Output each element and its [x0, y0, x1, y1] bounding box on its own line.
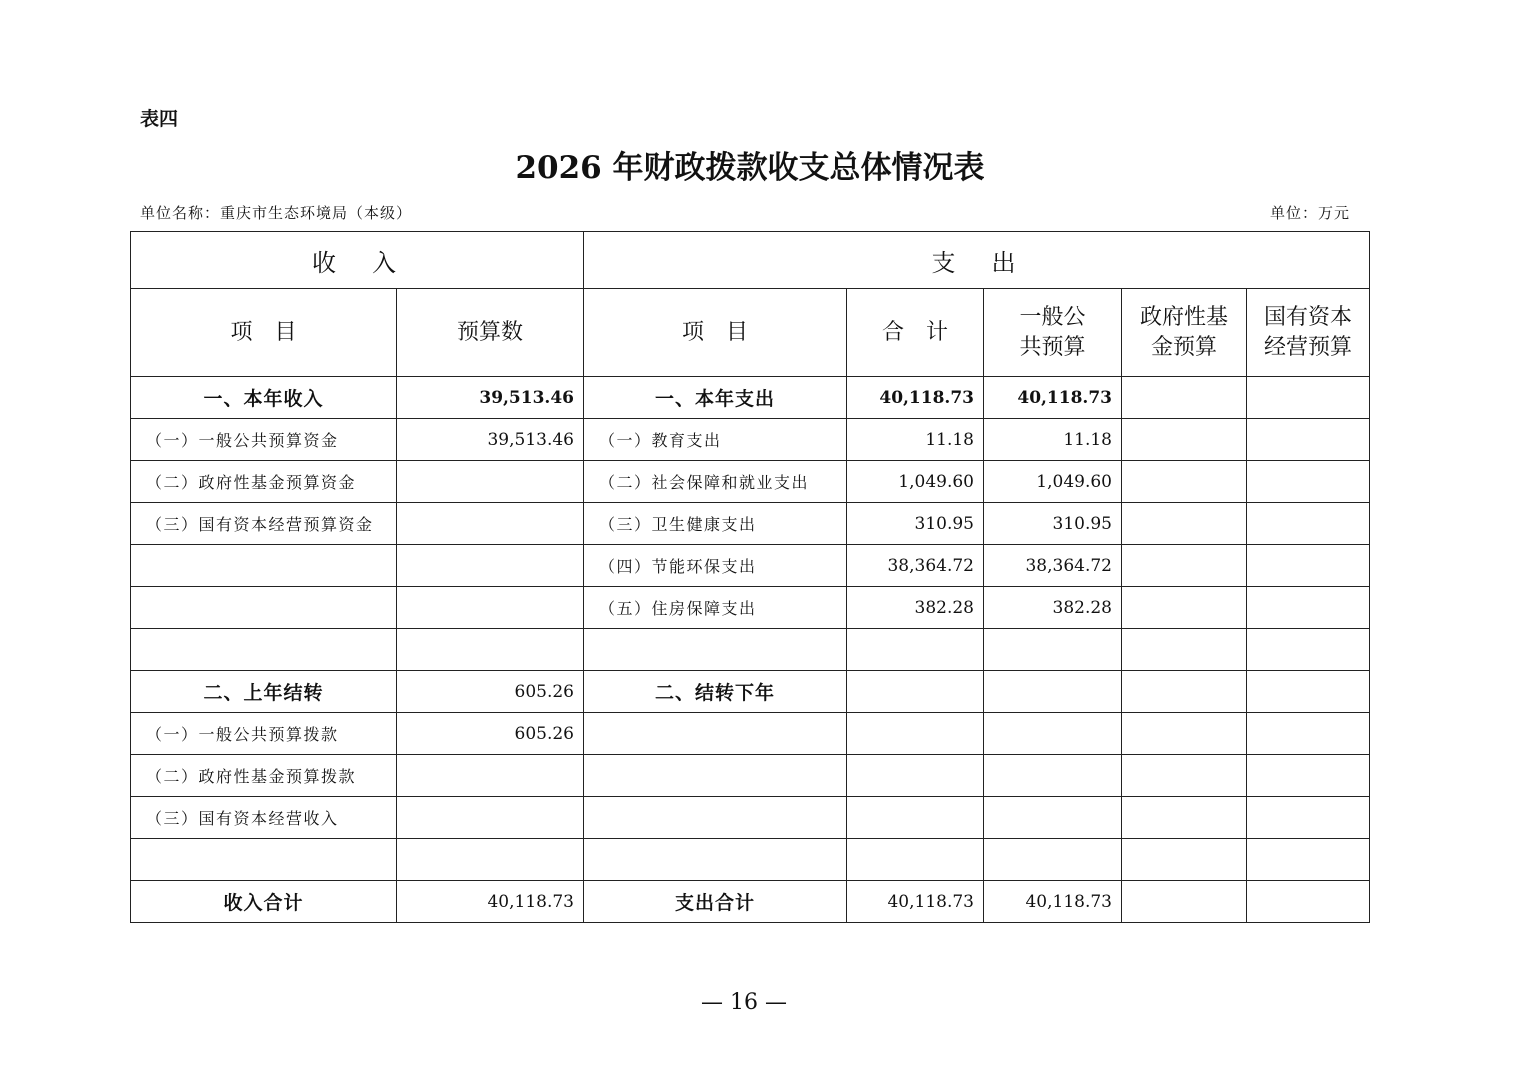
expense-total-cell: 1,049.60 [847, 461, 984, 503]
expense-general-cell: 40,118.73 [984, 377, 1122, 419]
expense-gov-fund-cell [1122, 587, 1247, 629]
expense-total-cell [847, 755, 984, 797]
expense-general-cell [984, 713, 1122, 755]
header-expense: 支 出 [584, 232, 1370, 289]
header-income: 收 入 [131, 232, 584, 289]
income-value-cell [397, 587, 584, 629]
expense-state-capital-cell [1247, 671, 1370, 713]
income-item-cell: （三）国有资本经营预算资金 [131, 503, 397, 545]
table-row [131, 461, 1370, 503]
header-general-budget: 一般公共预算 [984, 289, 1122, 377]
expense-item-cell [584, 755, 847, 797]
expense-gov-fund-cell [1122, 461, 1247, 503]
header-income-budget: 预算数 [397, 289, 584, 377]
table-row [131, 755, 1370, 797]
expense-total-cell: 382.28 [847, 587, 984, 629]
header-row-columns [131, 289, 1370, 377]
expense-total-cell: 310.95 [847, 503, 984, 545]
expense-general-cell: 382.28 [984, 587, 1122, 629]
expense-item-cell [584, 713, 847, 755]
page-title: 2026 年财政拨款收支总体情况表 [515, 150, 985, 186]
header-income-item: 项 目 [131, 289, 397, 377]
income-item-cell [131, 545, 397, 587]
expense-gov-fund-cell [1122, 881, 1247, 923]
expense-total-cell [847, 797, 984, 839]
budget-table [130, 231, 1370, 923]
expense-general-cell: 310.95 [984, 503, 1122, 545]
expense-gov-fund-cell [1122, 503, 1247, 545]
table-row [131, 797, 1370, 839]
expense-total-cell: 40,118.73 [847, 377, 984, 419]
income-item-cell: （一）一般公共预算资金 [131, 419, 397, 461]
table-row [131, 587, 1370, 629]
table-row [131, 713, 1370, 755]
expense-total-cell: 38,364.72 [847, 545, 984, 587]
expense-general-cell: 40,118.73 [984, 881, 1122, 923]
table-row [131, 377, 1370, 419]
expense-gov-fund-cell [1122, 839, 1247, 881]
income-item-cell [131, 587, 397, 629]
header-row-sections [131, 232, 1370, 289]
income-value-cell [397, 503, 584, 545]
expense-item-cell: （三）卫生健康支出 [584, 503, 847, 545]
expense-state-capital-cell [1247, 587, 1370, 629]
expense-state-capital-cell [1247, 881, 1370, 923]
expense-general-cell [984, 629, 1122, 671]
expense-item-cell: （四）节能环保支出 [584, 545, 847, 587]
income-value-cell: 39,513.46 [397, 419, 584, 461]
header-state-capital-budget: 国有资本经营预算 [1247, 289, 1370, 377]
expense-state-capital-cell [1247, 629, 1370, 671]
income-item-cell: 一、本年收入 [131, 377, 397, 419]
table-label: 表四 [140, 108, 179, 130]
table-row [131, 419, 1370, 461]
expense-gov-fund-cell [1122, 545, 1247, 587]
table-row [131, 671, 1370, 713]
header-total: 合 计 [847, 289, 984, 377]
income-item-cell: 二、上年结转 [131, 671, 397, 713]
page-number: — 16 — [701, 990, 787, 1015]
expense-gov-fund-cell [1122, 629, 1247, 671]
expense-state-capital-cell [1247, 713, 1370, 755]
income-value-cell [397, 461, 584, 503]
income-value-cell [397, 545, 584, 587]
income-value-cell: 40,118.73 [397, 881, 584, 923]
expense-gov-fund-cell [1122, 713, 1247, 755]
expense-state-capital-cell [1247, 755, 1370, 797]
table-row [131, 545, 1370, 587]
expense-total-cell [847, 629, 984, 671]
table-row [131, 881, 1370, 923]
income-value-cell [397, 629, 584, 671]
expense-item-cell [584, 797, 847, 839]
expense-gov-fund-cell [1122, 797, 1247, 839]
expense-gov-fund-cell [1122, 377, 1247, 419]
expense-state-capital-cell [1247, 797, 1370, 839]
income-value-cell: 605.26 [397, 713, 584, 755]
header-gov-fund-budget: 政府性基金预算 [1122, 289, 1247, 377]
income-item-cell: （三）国有资本经营收入 [131, 797, 397, 839]
expense-item-cell: 二、结转下年 [584, 671, 847, 713]
table-row [131, 629, 1370, 671]
expense-state-capital-cell [1247, 419, 1370, 461]
expense-state-capital-cell [1247, 503, 1370, 545]
expense-state-capital-cell [1247, 377, 1370, 419]
expense-gov-fund-cell [1122, 671, 1247, 713]
expense-total-cell [847, 839, 984, 881]
expense-item-cell: 一、本年支出 [584, 377, 847, 419]
income-value-cell [397, 797, 584, 839]
table-row [131, 839, 1370, 881]
income-value-cell: 39,513.46 [397, 377, 584, 419]
income-value-cell: 605.26 [397, 671, 584, 713]
header-expense-item: 项 目 [584, 289, 847, 377]
expense-total-cell: 40,118.73 [847, 881, 984, 923]
expense-total-cell: 11.18 [847, 419, 984, 461]
income-item-cell: （二）政府性基金预算拨款 [131, 755, 397, 797]
expense-item-cell: （五）住房保障支出 [584, 587, 847, 629]
expense-state-capital-cell [1247, 461, 1370, 503]
expense-gov-fund-cell [1122, 755, 1247, 797]
income-item-cell: （二）政府性基金预算资金 [131, 461, 397, 503]
expense-item-cell [584, 839, 847, 881]
table-row [131, 503, 1370, 545]
income-item-cell: （一）一般公共预算拨款 [131, 713, 397, 755]
currency-unit: 单位：万元 [1270, 204, 1351, 222]
income-item-cell [131, 839, 397, 881]
expense-general-cell: 1,049.60 [984, 461, 1122, 503]
income-item-cell: 收入合计 [131, 881, 397, 923]
expense-gov-fund-cell [1122, 419, 1247, 461]
expense-general-cell [984, 755, 1122, 797]
expense-item-cell: （一）教育支出 [584, 419, 847, 461]
income-item-cell [131, 629, 397, 671]
expense-item-cell: 支出合计 [584, 881, 847, 923]
expense-general-cell: 11.18 [984, 419, 1122, 461]
expense-total-cell [847, 713, 984, 755]
expense-general-cell [984, 797, 1122, 839]
expense-general-cell [984, 671, 1122, 713]
expense-state-capital-cell [1247, 545, 1370, 587]
expense-item-cell: （二）社会保障和就业支出 [584, 461, 847, 503]
unit-name: 单位名称：重庆市生态环境局（本级） [140, 204, 413, 222]
income-value-cell [397, 839, 584, 881]
expense-item-cell [584, 629, 847, 671]
expense-state-capital-cell [1247, 839, 1370, 881]
expense-general-cell [984, 839, 1122, 881]
expense-general-cell: 38,364.72 [984, 545, 1122, 587]
income-value-cell [397, 755, 584, 797]
expense-total-cell [847, 671, 984, 713]
